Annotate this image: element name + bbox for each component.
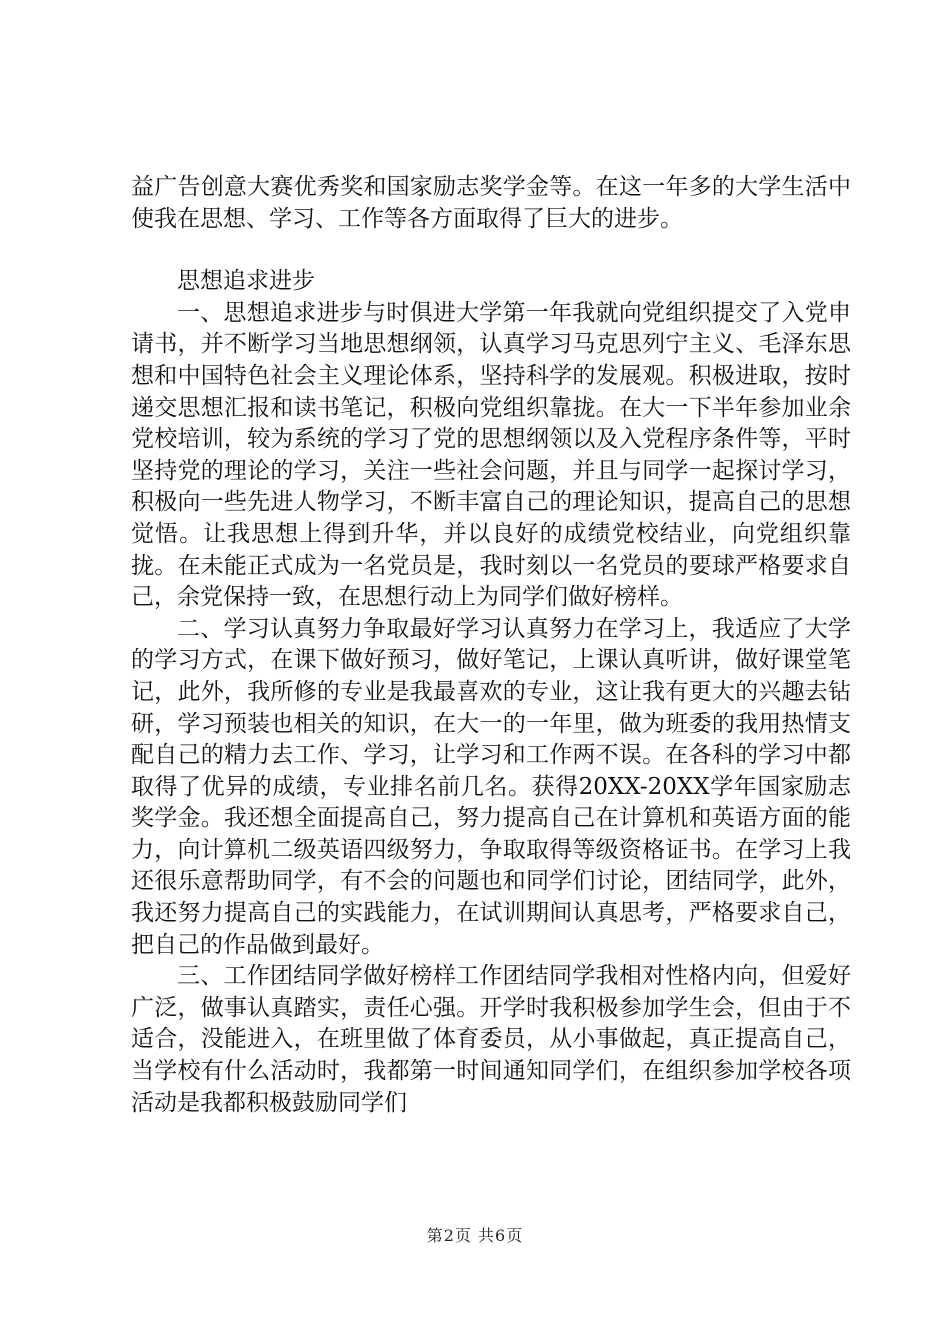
paragraph-work: 三、工作团结同学做好榜样工作团结同学我相对性格内向，但爱好广泛，做事认真踏实，责任心强。开学时我积极参加学生会，但由于不适合，没能进入，在班里做了体育委员，从小事做起，真正提高自己，当学校有什么活动时，我都第一时间通知同学们，在组织参加学校各项活动是我都积极鼓励同学们 — [131, 963, 851, 1116]
section-heading: 思想追求进步 — [177, 268, 315, 295]
page-number-footer: 第2页 共6页 — [426, 1226, 524, 1245]
paragraph-intro-continuation: 益广告创意大赛优秀奖和国家励志奖学金等。在这一年多的大学生活中使我在思想、学习、工作等各方面取得了巨大的进步。 — [131, 174, 851, 232]
paragraph-thought: 一、思想追求进步与时俱进大学第一年我就向党组织提交了入党申请书，并不断学习当地思想纲领，认真学习马克思列宁主义、毛泽东思想和中国特色社会主义理论体系，坚持科学的发展观。积极进取，按时递交思想汇报和读书笔记，积极向党组织靠拢。在大一下半年参加业余党校培训，较为系统的学习了党的思想纲领以及入党程序条件等，平时坚持党的理论的学习，关注一些社会问题，并且与同学一起探讨学习，积极向一些先进人物学习，不断丰富自己的理论知识，提高自己的思想觉悟。让我思想上得到升华，并以良好的成绩党校结业，向党组织靠拢。在未能正式成为一名党员是，我时刻以一名党员的要球严格要求自己，余党保持一致，在思想行动上为同学们做好榜样。 — [131, 299, 851, 611]
paragraph-study: 二、学习认真努力争取最好学习认真努力在学习上，我适应了大学的学习方式，在课下做好预习，做好笔记，上课认真听讲，做好课堂笔记，此外，我所修的专业是我最喜欢的专业，这让我有更大的兴趣去钻研，学习预装也相关的知识，在大一的一年里，做为班委的我用热情支配自己的精力去工作、学习，让学习和工作两不误。在各科的学习中都取得了优异的成绩，专业排名前几名。获得20XX-20XX学年国家励志奖学金。我还想全面提高自己，努力提高自己在计算机和英语方面的能力，向计算机二级英语四级努力，争取取得等级资格证书。在学习上我还很乐意帮助同学，有不会的问题也和同学们讨论，团结同学，此外，我还努力提高自己的实践能力，在试训期间认真思考，严格要求自己，把自己的作品做到最好。 — [131, 615, 851, 958]
document-body — [131, 172, 851, 1119]
